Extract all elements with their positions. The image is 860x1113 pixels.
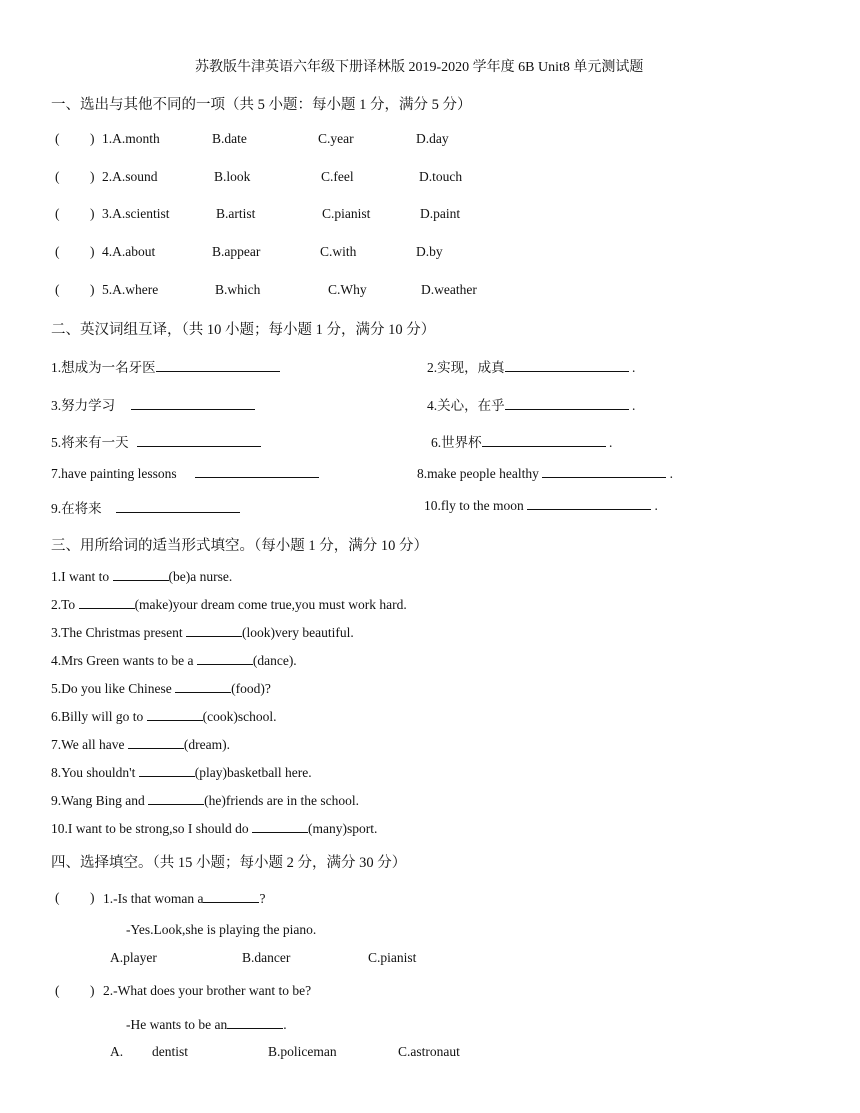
fill-text: 7.We all have bbox=[51, 737, 128, 752]
question-answer-line bbox=[126, 1016, 287, 1033]
phrase-item bbox=[51, 497, 240, 517]
answer-blank[interactable] bbox=[195, 465, 319, 478]
paren-close: ) bbox=[90, 131, 95, 146]
fill-text: (look)very beautiful. bbox=[241, 625, 354, 640]
fill-text: (be)a nurse. bbox=[168, 569, 233, 584]
stem-text: 1.-Is that woman a bbox=[103, 891, 204, 906]
option-c: C.Why bbox=[328, 282, 367, 297]
option-b: B.date bbox=[212, 131, 247, 146]
fill-item bbox=[51, 624, 354, 641]
fill-item bbox=[51, 708, 277, 725]
fill-text: (many)sport. bbox=[307, 821, 378, 836]
fill-item bbox=[51, 736, 230, 753]
answer-blank[interactable] bbox=[116, 500, 240, 513]
phrase-text: 8.make people healthy bbox=[417, 466, 539, 481]
phrase-text: 1.想成为一名牙医 bbox=[51, 360, 156, 375]
stem-text: ? bbox=[259, 891, 266, 906]
option-a: 2.A.sound bbox=[102, 169, 158, 184]
option-b: B.appear bbox=[212, 244, 261, 259]
period: . bbox=[654, 498, 658, 513]
phrase-item bbox=[51, 356, 280, 376]
paren-close: ) bbox=[90, 282, 95, 297]
answer-blank[interactable] bbox=[156, 359, 280, 372]
paren-open: ( bbox=[55, 890, 60, 905]
fill-item bbox=[51, 568, 232, 585]
fill-item bbox=[51, 596, 407, 613]
phrase-text: 4.关心，在乎 bbox=[427, 398, 505, 413]
fill-text: (dance). bbox=[252, 653, 297, 668]
phrase-text: 5.将来有一天 bbox=[51, 435, 129, 450]
option-a: 3.A.scientist bbox=[102, 206, 170, 221]
option-d: D.paint bbox=[420, 206, 461, 221]
answer-blank[interactable] bbox=[148, 792, 204, 805]
fill-item bbox=[51, 820, 377, 837]
fill-text: 5.Do you like Chinese bbox=[51, 681, 176, 696]
option-a: 1.A.month bbox=[102, 131, 160, 146]
answer-blank[interactable] bbox=[197, 652, 253, 665]
question-answer-line: -Yes.Look,she is playing the piano. bbox=[126, 922, 317, 937]
option-c: C.with bbox=[320, 244, 357, 259]
option-a: 4.A.about bbox=[102, 244, 156, 259]
fill-text: (play)basketball here. bbox=[194, 765, 312, 780]
fill-text: 1.I want to bbox=[51, 569, 113, 584]
fill-text: 10.I want to be strong,so I should do bbox=[51, 821, 252, 836]
period: . bbox=[632, 398, 636, 413]
phrase-item bbox=[427, 356, 635, 376]
option-b: B.policeman bbox=[268, 1044, 337, 1059]
option-a: A.player bbox=[110, 950, 157, 965]
option-d: D.touch bbox=[419, 169, 463, 184]
answer-blank[interactable] bbox=[542, 465, 666, 478]
fill-text: (make)your dream come true,you must work hard. bbox=[134, 597, 407, 612]
answer-blank[interactable] bbox=[175, 680, 231, 693]
phrase-text: 2.实现，成真 bbox=[427, 360, 505, 375]
paren-open: ( bbox=[55, 169, 60, 184]
paren-close: ) bbox=[90, 890, 95, 905]
paren-close: ) bbox=[90, 169, 95, 184]
answer-blank[interactable] bbox=[147, 708, 203, 721]
fill-item bbox=[51, 652, 297, 669]
paren-open: ( bbox=[55, 131, 60, 146]
fill-item bbox=[51, 764, 312, 781]
option-c: C.pianist bbox=[368, 950, 417, 965]
answer-blank[interactable] bbox=[128, 736, 184, 749]
paren-close: ) bbox=[90, 206, 95, 221]
phrase-text: 7.have painting lessons bbox=[51, 466, 177, 481]
question-stem: 2.-What does your brother want to be? bbox=[103, 983, 312, 998]
fill-item bbox=[51, 792, 359, 809]
answer-blank[interactable] bbox=[203, 890, 259, 903]
option-c: C.pianist bbox=[322, 206, 371, 221]
question-stem bbox=[103, 890, 265, 907]
paren-open: ( bbox=[55, 983, 60, 998]
phrase-item bbox=[417, 465, 673, 482]
option-c: C.feel bbox=[321, 169, 354, 184]
section-4-heading: 四、选择填空。（共 15 小题；每小题 2 分，满分 30 分） bbox=[51, 855, 407, 871]
option-d: D.day bbox=[416, 131, 449, 146]
fill-text: (cook)school. bbox=[202, 709, 277, 724]
answer-blank[interactable] bbox=[139, 764, 195, 777]
answer-blank[interactable] bbox=[505, 359, 629, 372]
stem-text: -He wants to be an bbox=[126, 1017, 228, 1032]
fill-text: 3.The Christmas present bbox=[51, 625, 186, 640]
answer-blank[interactable] bbox=[186, 624, 242, 637]
phrase-text: 3.努力学习 bbox=[51, 398, 116, 413]
paren-open: ( bbox=[55, 244, 60, 259]
option-a-text: dentist bbox=[152, 1044, 188, 1059]
fill-text: 8.You shouldn't bbox=[51, 765, 139, 780]
phrase-item bbox=[51, 465, 319, 482]
period: . bbox=[609, 435, 613, 450]
option-b: B.dancer bbox=[242, 950, 291, 965]
answer-blank[interactable] bbox=[527, 497, 651, 510]
answer-blank[interactable] bbox=[131, 397, 255, 410]
page-title: 苏教版牛津英语六年级下册译林版 2019-2020 学年度 6B Unit8 单元测试题 bbox=[195, 60, 644, 75]
fill-text: 6.Billy will go to bbox=[51, 709, 147, 724]
fill-text: 2.To bbox=[51, 597, 79, 612]
phrase-item bbox=[51, 431, 261, 451]
fill-text: 4.Mrs Green wants to be a bbox=[51, 653, 197, 668]
paren-close: ) bbox=[90, 244, 95, 259]
phrase-text: 9.在将来 bbox=[51, 501, 102, 516]
answer-blank[interactable] bbox=[227, 1016, 283, 1029]
paren-open: ( bbox=[55, 206, 60, 221]
phrase-item bbox=[424, 497, 658, 514]
fill-text: (food)? bbox=[231, 681, 271, 696]
fill-item bbox=[51, 680, 271, 697]
fill-text: (he)friends are in the school. bbox=[204, 793, 359, 808]
phrase-item bbox=[51, 394, 255, 414]
option-b: B.look bbox=[214, 169, 251, 184]
answer-blank[interactable] bbox=[505, 397, 629, 410]
answer-blank[interactable] bbox=[113, 568, 169, 581]
section-1-heading: 一、选出与其他不同的一项（共 5 小题：每小题 1 分，满分 5 分） bbox=[51, 97, 472, 113]
paren-close: ) bbox=[90, 983, 95, 998]
answer-blank[interactable] bbox=[252, 820, 308, 833]
section-3-heading: 三、用所给词的适当形式填空。（每小题 1 分，满分 10 分） bbox=[51, 538, 428, 554]
option-b: B.artist bbox=[216, 206, 256, 221]
fill-text: (dream). bbox=[183, 737, 230, 752]
period: . bbox=[632, 360, 636, 375]
answer-blank[interactable] bbox=[482, 434, 606, 447]
phrase-text: 6.世界杯 bbox=[431, 435, 482, 450]
option-c: C.year bbox=[318, 131, 354, 146]
paren-open: ( bbox=[55, 282, 60, 297]
phrase-item bbox=[431, 431, 612, 451]
period: . bbox=[669, 466, 673, 481]
stem-text: . bbox=[283, 1017, 287, 1032]
fill-text: 9.Wang Bing and bbox=[51, 793, 149, 808]
option-d: D.by bbox=[416, 244, 443, 259]
answer-blank[interactable] bbox=[79, 596, 135, 609]
option-a: 5.A.where bbox=[102, 282, 159, 297]
option-d: D.weather bbox=[421, 282, 477, 297]
option-b: B.which bbox=[215, 282, 261, 297]
option-c: C.astronaut bbox=[398, 1044, 460, 1059]
phrase-text: 10.fly to the moon bbox=[424, 498, 524, 513]
answer-blank[interactable] bbox=[137, 434, 261, 447]
option-a: A. bbox=[110, 1044, 124, 1059]
section-2-heading: 二、英汉词组互译，（共 10 小题；每小题 1 分，满分 10 分） bbox=[51, 322, 436, 338]
phrase-item bbox=[427, 394, 635, 414]
